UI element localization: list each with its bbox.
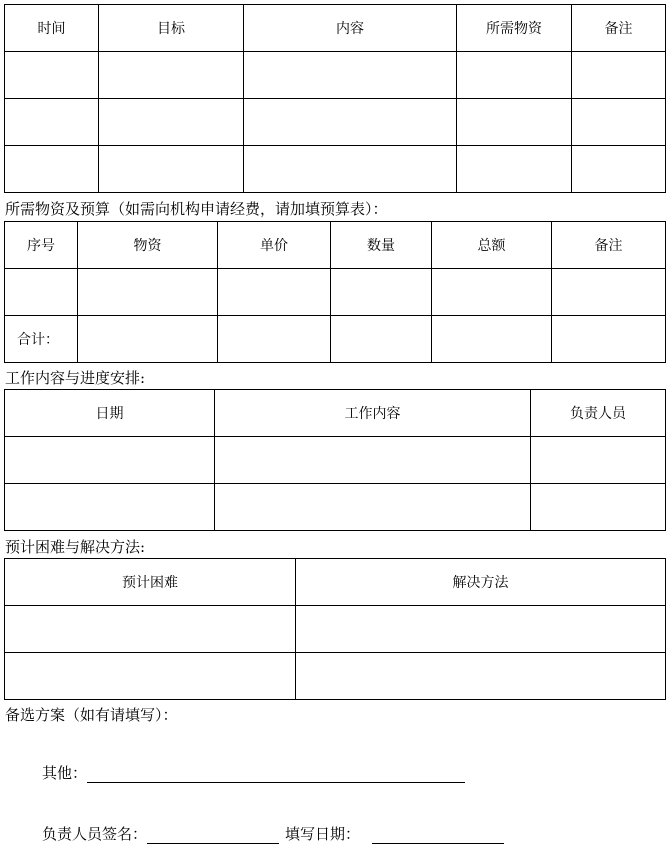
table-cell[interactable]: [244, 52, 457, 99]
table-cell[interactable]: [99, 146, 244, 193]
table-cell[interactable]: [457, 52, 572, 99]
table-cell[interactable]: [5, 99, 99, 146]
table-cell[interactable]: [572, 146, 666, 193]
table-cell[interactable]: [5, 606, 296, 653]
table-cell[interactable]: [5, 437, 215, 484]
budget-table: [4, 221, 666, 363]
table-row: [5, 99, 666, 146]
budget-header-unit-price: 单价: [218, 222, 331, 269]
table-row: [5, 606, 666, 653]
schedule-table: [4, 389, 666, 531]
table-row: [5, 437, 666, 484]
difficulty-header-problem: 预计困难: [5, 559, 296, 606]
difficulty-header-row: [5, 559, 666, 606]
table-cell[interactable]: [99, 99, 244, 146]
budget-header-row: [5, 222, 666, 269]
budget-header-quantity: 数量: [331, 222, 432, 269]
signature-row: [42, 823, 504, 844]
difficulty-header-solution: 解决方法: [296, 559, 666, 606]
budget-total-label: 合计：: [5, 316, 78, 363]
table-cell[interactable]: [531, 437, 666, 484]
table-cell[interactable]: [5, 146, 99, 193]
table-cell[interactable]: [296, 653, 666, 700]
budget-header-notes: 备注: [552, 222, 666, 269]
schedule-header-work: 工作内容: [215, 390, 531, 437]
signature-label: 负责人员签名：: [42, 825, 148, 843]
plan-header-goal: 目标: [99, 5, 244, 52]
table-cell[interactable]: [531, 484, 666, 531]
table-row: [5, 653, 666, 700]
table-row: [5, 52, 666, 99]
table-cell[interactable]: [457, 146, 572, 193]
budget-header-item: 物资: [78, 222, 218, 269]
schedule-header-date: 日期: [5, 390, 215, 437]
plan-header-materials: 所需物资: [457, 5, 572, 52]
table-cell[interactable]: [218, 269, 331, 316]
table-cell[interactable]: [78, 316, 218, 363]
budget-section-title: 所需物资及预算（如需向机构申请经费，请加填预算表）：: [5, 200, 388, 218]
table-cell[interactable]: [78, 269, 218, 316]
table-cell[interactable]: [215, 437, 531, 484]
table-cell[interactable]: [218, 316, 331, 363]
table-cell[interactable]: [215, 484, 531, 531]
table-cell[interactable]: [572, 52, 666, 99]
table-cell[interactable]: [5, 269, 78, 316]
table-row: [5, 269, 666, 316]
plan-table: [4, 4, 666, 193]
date-label: 填写日期：: [285, 825, 361, 843]
plan-header-time: 时间: [5, 5, 99, 52]
table-cell[interactable]: [244, 146, 457, 193]
table-cell[interactable]: [5, 52, 99, 99]
other-label: 其他：: [42, 764, 88, 782]
schedule-header-owner: 负责人员: [531, 390, 666, 437]
table-cell[interactable]: [432, 316, 552, 363]
other-row: [42, 762, 465, 783]
table-cell[interactable]: [331, 269, 432, 316]
budget-header-index: 序号: [5, 222, 78, 269]
table-cell[interactable]: [572, 99, 666, 146]
plan-header-content: 内容: [244, 5, 457, 52]
plan-header-notes: 备注: [572, 5, 666, 52]
table-cell[interactable]: [457, 99, 572, 146]
date-input-line[interactable]: [372, 825, 504, 844]
difficulty-section-title: 预计困难与解决方法:: [5, 538, 146, 556]
table-cell[interactable]: [432, 269, 552, 316]
table-cell[interactable]: [552, 316, 666, 363]
signature-input-line[interactable]: [147, 825, 279, 844]
difficulty-table: [4, 558, 666, 700]
table-cell[interactable]: [244, 99, 457, 146]
table-row: [5, 146, 666, 193]
plan-header-row: [5, 5, 666, 52]
schedule-header-row: [5, 390, 666, 437]
table-cell[interactable]: [5, 653, 296, 700]
budget-total-row: [5, 316, 666, 363]
table-cell[interactable]: [331, 316, 432, 363]
other-input-line[interactable]: [87, 764, 465, 783]
table-cell[interactable]: [99, 52, 244, 99]
backup-section-title: 备选方案（如有请填写）：: [5, 706, 178, 724]
table-cell[interactable]: [5, 484, 215, 531]
table-cell[interactable]: [296, 606, 666, 653]
table-row: [5, 484, 666, 531]
budget-header-total: 总额: [432, 222, 552, 269]
schedule-section-title: 工作内容与进度安排:: [5, 369, 146, 387]
table-cell[interactable]: [552, 269, 666, 316]
